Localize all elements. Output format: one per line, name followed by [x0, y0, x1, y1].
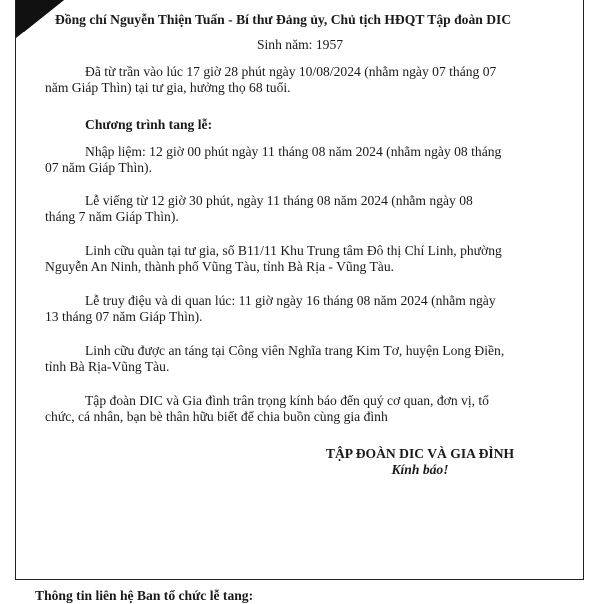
program-item-memorial-line-1: Lễ truy điệu và di quan lúc: 11 giờ ngày 16 tháng 08 năm 2024 (nhằm ngày — [85, 293, 496, 308]
program-item-location-line-1: Linh cữu quàn tại tư gia, số B11/11 Khu Trung tâm Đô thị Chí Linh, phường — [85, 243, 502, 258]
announcement-line-2: chức, cá nhân, bạn bè thân hữu biết để chia buồn cùng gia đình — [45, 409, 388, 424]
program-item-visitation-line-1: Lễ viếng từ 12 giờ 30 phút, ngày 11 tháng 08 năm 2024 (nhằm ngày 08 — [85, 193, 473, 208]
contact-title: Thông tin liên hệ Ban tổ chức lễ tang: — [35, 588, 254, 603]
announcement-line-1: Tập đoàn DIC và Gia đình trân trọng kính báo đến quý cơ quan, đơn vị, tổ — [85, 393, 489, 408]
program-item-encoffin-line-2: 07 năm Giáp Thìn). — [45, 160, 152, 175]
signature-closing: Kính báo! — [391, 462, 449, 477]
birth-year: Sinh năm: 1957 — [256, 37, 344, 52]
program-title: Chương trình tang lễ: — [85, 117, 213, 132]
program-item-location-line-2: Nguyễn An Ninh, thành phố Vũng Tàu, tỉnh Bà Rịa - Vũng Tàu. — [45, 259, 395, 274]
passing-line-1: Đã từ trần vào lúc 17 giờ 28 phút ngày 10/08/2024 (nhằm ngày 07 tháng 07 — [85, 64, 497, 79]
program-item-memorial-line-2: 13 tháng 07 năm Giáp Thìn). — [45, 309, 203, 324]
program-item-visitation-line-2: tháng 7 năm Giáp Thìn). — [45, 209, 179, 224]
signature-org: TẬP ĐOÀN DIC VÀ GIA ĐÌNH — [325, 446, 515, 461]
obituary-heading: Đồng chí Nguyễn Thiện Tuấn - Bí thư Đảng ủy, Chủ tịch HĐQT Tập đoàn DIC — [55, 12, 512, 27]
program-item-burial-line-2: tỉnh Bà Rịa-Vũng Tàu. — [45, 359, 170, 374]
program-item-burial-line-1: Linh cữu được an táng tại Công viên Nghĩa trang Kim Tơ, huyện Long Điền, — [85, 343, 505, 358]
passing-line-2: năm Giáp Thìn) tại tư gia, hưởng thọ 68 tuổi. — [45, 80, 291, 95]
program-item-encoffin-line-1: Nhập liệm: 12 giờ 00 phút ngày 11 tháng 08 năm 2024 (nhằm ngày 08 tháng — [85, 144, 502, 159]
